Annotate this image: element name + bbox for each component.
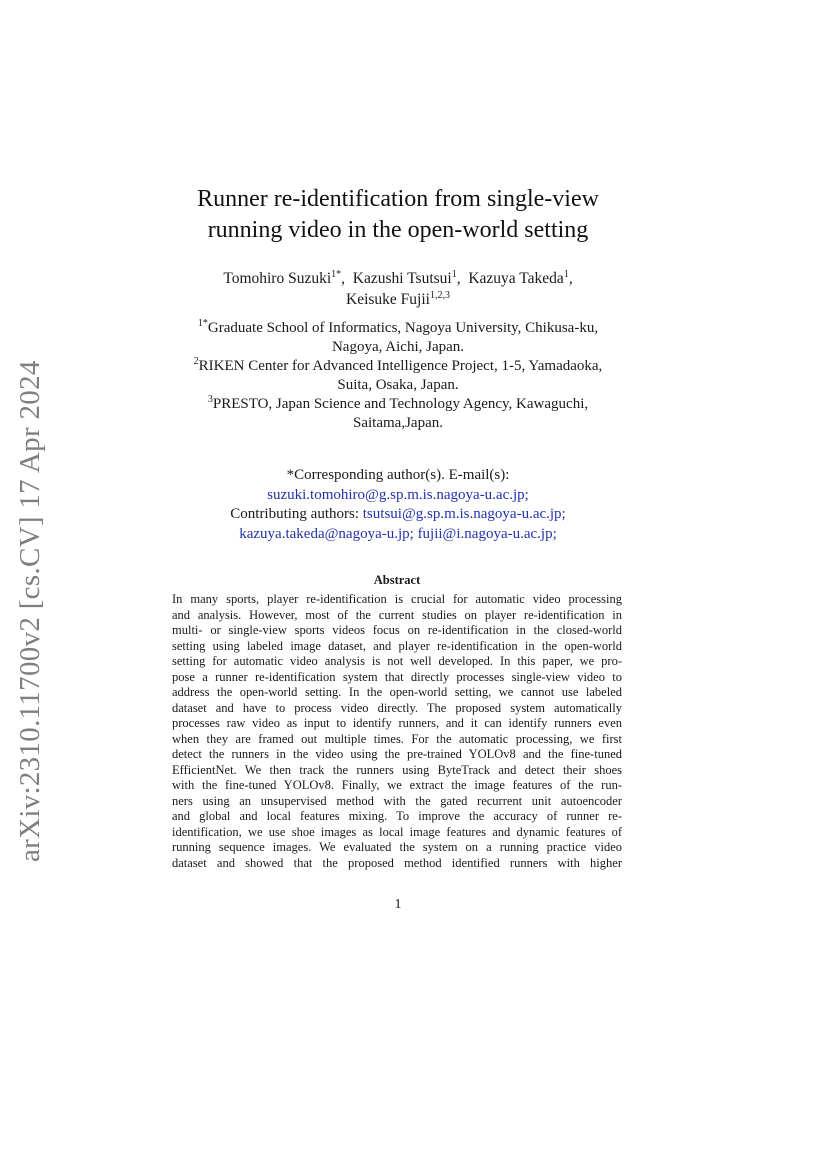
abstract-line: dataset and showed that the proposed method identified runners with higher	[172, 855, 622, 870]
affiliation	[140, 395, 656, 433]
contributing-authors-label: Contributing authors:	[230, 506, 360, 522]
author-affil-marker: 1,2,3	[429, 290, 450, 301]
abstract-line: detect the runners in the video using the pre-trained YOLOv8 and the fine-tuned	[172, 747, 622, 761]
contact-block	[140, 466, 656, 544]
author-name: Tomohiro Suzuki	[223, 270, 332, 287]
author-affil-marker: 1	[563, 269, 569, 280]
abstract-line: when they are framed out multiple times. For the automatic processing, we first	[172, 731, 622, 746]
abstract-line: multi- or single-view sports videos focus on re-identification in the closed-world	[172, 623, 622, 637]
abstract-line: ners using an unsupervised method with the gated recurrent unit autoencoder	[172, 793, 622, 808]
author-name: Kazushi Tsutsui	[352, 270, 452, 287]
affiliation-list	[140, 319, 656, 433]
abstract-line: EfficientNet. We then track the runners using ByteTrack and detect their shoes	[172, 762, 622, 777]
author-affil-marker: 1	[451, 269, 457, 280]
affiliation-marker: 1*	[197, 318, 208, 329]
affiliation-text: PRESTO, Japan Science and Technology Agency, Kawaguchi,	[212, 396, 589, 412]
email-link[interactable]: suzuki.tomohiro@g.sp.m.is.nagoya-u.ac.jp;	[267, 486, 529, 503]
abstract-line: dataset and have to process video directly. The proposed system automatically	[172, 700, 622, 715]
abstract-line: setting using labeled image dataset, and player re-identification in the open-world	[172, 638, 622, 653]
affiliation-text: Nagoya, Aichi, Japan.	[331, 339, 465, 355]
affiliation-marker: 3	[207, 394, 213, 405]
author-affil-marker: 1*	[331, 269, 342, 280]
affiliation-text: Saitama,Japan.	[353, 415, 443, 431]
abstract-line: running sequence images. We evaluated the system on a running practice video	[172, 840, 622, 854]
affiliation-text: Graduate School of Informatics, Nagoya University, Chikusa-ku,	[207, 320, 599, 336]
author-name: Kazuya Takeda	[468, 270, 564, 287]
abstract-line: pose a runner re-identification system that directly processes single-view video to	[172, 669, 622, 684]
arxiv-identifier-stamp: arXiv:2310.11700v2 [cs.CV] 17 Apr 2024	[14, 360, 46, 862]
page-number: 1	[394, 897, 402, 912]
author-name: Keisuke Fujii	[346, 291, 430, 308]
paper-title	[100, 184, 696, 246]
abstract-line: In many sports, player re-identification is crucial for automatic video processing	[172, 592, 622, 606]
abstract-line: processes raw video as input to identify runners, and it can identify runners even	[172, 716, 622, 730]
title-line: running video in the open-world setting	[207, 217, 589, 243]
abstract-line: address the open-world setting. In the open-world setting, we cannot use labeled	[172, 685, 622, 699]
email-link[interactable]: kazuya.takeda@nagoya-u.jp;	[239, 525, 414, 542]
abstract-line: and analysis. However, most of the current studies on player re-identification in	[172, 607, 622, 622]
affiliation-text: RIKEN Center for Advanced Intelligence Project, 1-5, Yamadaoka,	[198, 358, 603, 374]
title-line: Runner re-identification from single-view	[197, 186, 599, 212]
author-list: Tomohiro Suzuki$^{1*}$, Kazushi Tsutsui$^1$, Kazuya Takeda$^1$, Keisuke Fujii$^{1,2,3}$	[223, 269, 573, 308]
affiliation	[140, 319, 656, 357]
email-link[interactable]: fujii@i.nagoya-u.ac.jp;	[417, 525, 557, 542]
abstract-body	[172, 592, 622, 871]
abstract-heading: Abstract	[373, 573, 421, 587]
affiliation-text: Suita, Osaka, Japan.	[337, 377, 459, 393]
corresponding-author-label: *Corresponding author(s). E-mail(s):	[286, 467, 510, 483]
abstract-line: identification, we use shoe images as local image features and dynamic features of	[172, 824, 622, 839]
affiliation-marker: 2	[193, 356, 199, 367]
abstract-line: and global and local features mixing. To improve the accuracy of runner re-	[172, 809, 622, 823]
abstract-line: with the fine-tuned YOLOv8. Finally, we extract the image features of the run-	[172, 778, 622, 792]
affiliation	[140, 357, 656, 395]
abstract-line: setting for automatic video analysis is not well developed. In this paper, we pro-	[172, 654, 622, 668]
email-link[interactable]: tsutsui@g.sp.m.is.nagoya-u.ac.jp;	[362, 506, 566, 522]
